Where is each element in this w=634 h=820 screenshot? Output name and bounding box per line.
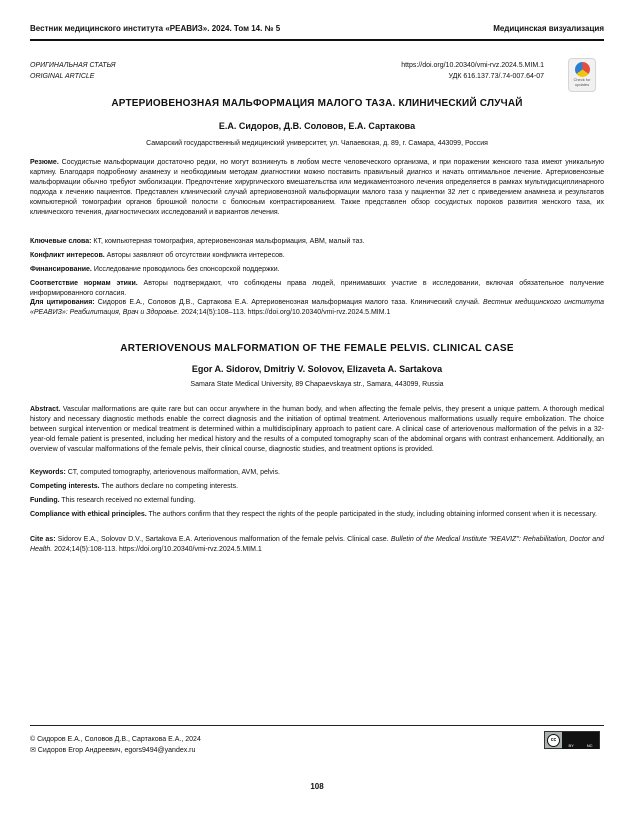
ethics-label-ru: Соответствие нормам этики. <box>30 280 138 287</box>
running-header <box>30 24 604 40</box>
conflict-text-en: The authors declare no competing interests. <box>101 483 239 490</box>
ethics-en <box>30 510 604 520</box>
keywords-label-en: Keywords: <box>30 469 66 476</box>
funding-ru <box>30 265 604 275</box>
by-label: BY <box>568 742 574 748</box>
badge-label-2: updates <box>574 81 590 87</box>
crossmark-icon <box>575 62 590 77</box>
ethics-ru <box>30 279 604 299</box>
funding-label-en: Funding. <box>30 497 60 504</box>
cite-label-ru: Для цитирования: <box>30 299 95 306</box>
article-identifiers <box>401 60 544 82</box>
authors-en: Egor A. Sidorov, Dmitriy V. Solovov, Elizaveta A. Sartakova <box>191 364 443 374</box>
conflict-ru <box>30 251 604 261</box>
cite-journal-ru: Вестник медицинского института «РЕАВИЗ»: Реабилитация, Врач и Здоровье. <box>30 299 605 316</box>
badge-label-1: Check for <box>573 77 591 82</box>
article-type-en: ORIGINAL ARTICLE <box>30 73 95 80</box>
conflict-label-en: Competing interests. <box>30 483 100 490</box>
footer-rule <box>30 725 604 726</box>
nc-label: NC <box>586 742 593 748</box>
cite-authors-en: Sidorov E.A., Solovov D.V., Sartakova E.A. Arteriovenous malformation of the female pelvis. Clinical case. <box>57 536 389 543</box>
affiliation-ru: Самарский государственный медицинский университет, ул. Чапаевская, д. 89, г. Самара, 443099, Россия <box>146 140 488 147</box>
license-badge[interactable] <box>544 731 600 749</box>
cite-tail-ru[interactable]: 2024;14(5):108–113. https://doi.org/10.20340/vmi-rvz.2024.5.MIM.1 <box>181 308 391 316</box>
title-ru: АРТЕРИОВЕНОЗНАЯ МАЛЬФОРМАЦИЯ МАЛОГО ТАЗА. КЛИНИЧЕСКИЙ СЛУЧАЙ <box>111 98 523 109</box>
ethics-text-en: The authors confirm that they respect the rights of the people participated in the study, including obtaining informed consent when it is necessary. <box>148 511 597 518</box>
keywords-text-ru: КТ, компьютерная томография, артериовенозная мальформация, АВМ, малый таз. <box>93 238 365 245</box>
abstract-ru <box>30 158 604 217</box>
cite-tail-en[interactable]: 2024;14(5):108-113. https://doi.org/10.20340/vmi-rvz.2024.5.MIM.1 <box>54 545 262 553</box>
page-number: 108 <box>310 782 324 791</box>
check-for-updates-badge[interactable] <box>568 58 596 92</box>
doi-link[interactable]: https://doi.org/10.20340/vmi-rvz.2024.5.MIM.1 <box>401 62 544 69</box>
header-rule <box>30 39 604 41</box>
conflict-text-ru: Авторы заявляют об отсутствии конфликта интересов. <box>106 252 285 259</box>
abstract-label-en: Abstract. <box>30 406 61 413</box>
keywords-ru <box>30 237 604 247</box>
keywords-en <box>30 468 604 478</box>
keywords-label-ru: Ключевые слова: <box>30 238 92 245</box>
journal-name: Вестник медицинского института «РЕАВИЗ». 2024. Том 14. № 5 <box>30 24 281 33</box>
ethics-text-ru: Авторы подтверждают, что соблюдены права людей, принимавших участие в исследовании, включая обязательное получение информированного согласия. <box>30 280 604 297</box>
footer-notes <box>30 734 201 756</box>
conflict-en <box>30 482 604 492</box>
keywords-text-en: CT, computed tomography, arteriovenous malformation, AVM, pelvis. <box>67 469 280 476</box>
ethics-label-en: Compliance with ethical principles. <box>30 511 147 518</box>
cite-label-en: Cite as: <box>30 536 56 543</box>
funding-text-en: This research received no external funding. <box>61 497 196 504</box>
contact-email[interactable]: ✉ Сидоров Егор Андреевич, egors9494@yandex.ru <box>30 747 196 754</box>
cite-journal-en: Bulletin of the Medical Institute "REAVIZ": Rehabilitation, Doctor and Health. <box>30 536 604 553</box>
copyright: © Сидоров Е.А., Соловов Д.В., Сартакова Е.А., 2024 <box>30 736 201 743</box>
article-type-ru: ОРИГИНАЛЬНАЯ СТАТЬЯ <box>30 62 116 69</box>
citation-en <box>30 535 604 555</box>
abstract-text-en: Vascular malformations are quite rare but can occur anywhere in the human body, and when affecting the female pelvis, they present a unique pattern. A thorough medical history and necessary diagnostic methods enable the correct diagnosis and the initiation of optimal treatment. Arteriovenous malformations usually require embolization. The choice between surgical intervention or medical treatment is determined within a multidisciplinary approach to patient care. A clinical case of arteriovenous malformation of the pelvis in a 32-year-old female patient is presented, including her medical history and the results of a computed tomography scan of the abdominal organs with contrast enhancement. Additionally, an overview of vascular malformations of the female pelvis, their clinical course, diagnostic studies, and treatment options is provided. <box>30 406 604 453</box>
funding-text-ru: Исследование проводилось без спонсорской поддержки. <box>93 266 280 273</box>
article-type <box>30 60 116 82</box>
abstract-label-ru: Резюме. <box>30 159 59 166</box>
affiliation-en: Samara State Medical University, 89 Chapaevskaya str., Samara, 443099, Russia <box>190 381 444 388</box>
cc-icon: cc <box>547 734 560 747</box>
funding-label-ru: Финансирование. <box>30 266 92 273</box>
section-name: Медицинская визуализация <box>493 24 604 33</box>
cite-authors-ru: Сидоров Е.А., Соловов Д.В., Сартакова Е.А. Артериовенозная мальформация малого таза. Клинический случай. <box>97 299 480 306</box>
abstract-en <box>30 405 604 455</box>
citation-ru <box>30 298 604 318</box>
license-terms <box>562 732 599 749</box>
udc-code: УДК 616.137.73/.74-007.64-07 <box>448 73 544 80</box>
conflict-label-ru: Конфликт интересов. <box>30 252 105 259</box>
authors-ru: Е.А. Сидоров, Д.В. Соловов, Е.А. Сартакова <box>218 121 416 131</box>
abstract-text-ru: Сосудистые мальформации достаточно редки, но могут возникнуть в любом месте человеческого организма, и при поражении женского таза имеют уникальную картину. Благодаря подробному анамнезу и необходимым методам диагностики можно поставить правильный диагноз и начать оптимальное лечение. Артериовенозные мальформации обычно требуют эмболизации. Предпочтение хирургического вмешательства или медикаментозного лечения определяется в рамках мультидисциплинарного подхода к лечению пациентов. Представлен клинический случай артериовенозной мальформации малого таза у пациентки 32 лет с приведением анамнеза и результатов компьютерной томографии органов брюшной полости с болюсным контрастированием. Также представлен обзор сосудистых пороков развития женского таза, их клинического течения, диагностических исследований и вариантов лечения. <box>30 159 605 216</box>
title-en: ARTERIOVENOUS MALFORMATION OF THE FEMALE PELVIS. CLINICAL CASE <box>120 343 514 354</box>
funding-en <box>30 496 604 506</box>
